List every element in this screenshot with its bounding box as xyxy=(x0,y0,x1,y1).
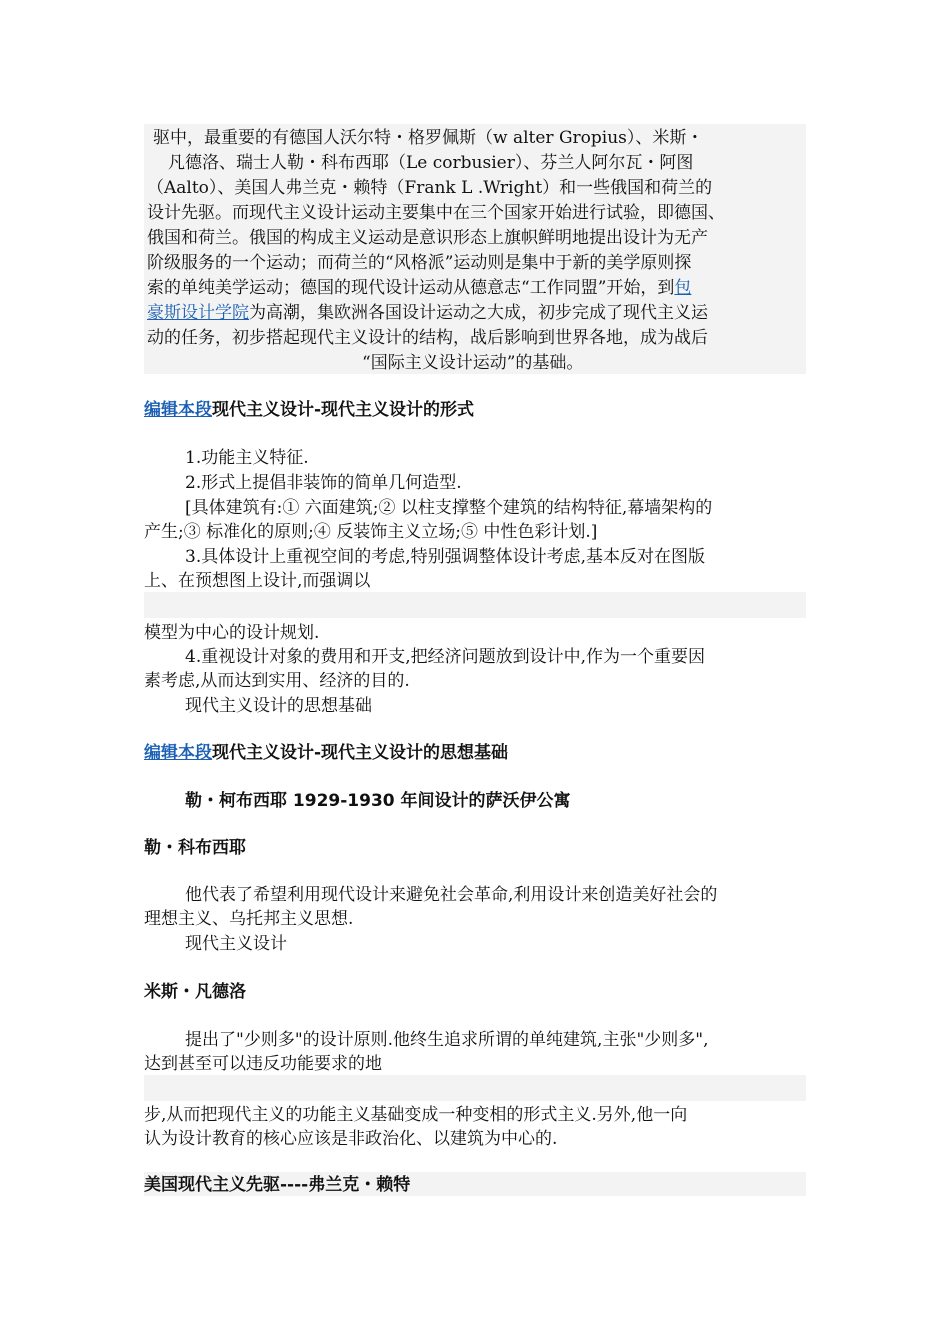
bauhaus-link-part1[interactable]: 包 xyxy=(674,278,692,298)
sub2-line-2: 达到甚至可以违反功能要求的地 xyxy=(144,1054,382,1074)
intro-line-7-text: 索的单纯美学运动；德国的现代设计运动从德意志“工作同盟”开始，到 xyxy=(147,278,675,298)
sub2-line-4: 认为设计教育的核心应该是非政治化、以建筑为中心的. xyxy=(144,1129,558,1149)
section1-heading xyxy=(144,398,950,422)
section1-title: 现代主义设计-现代主义设计的形式 xyxy=(212,400,475,420)
bauhaus-link-part2[interactable]: 豪斯设计学院 xyxy=(147,303,249,323)
sub1-line-2: 理想主义、乌托邦主义思想. xyxy=(144,909,354,929)
sub2-line-3: 步,从而把现代主义的功能主义基础变成一种变相的形式主义.另外,他一向 xyxy=(144,1105,688,1125)
intro-line-3: （Aalto）、美国人弗兰克・赖特（Frank L .Wright）和一些俄国和荷兰的 xyxy=(147,178,713,198)
section1-line-6: 上、在预想图上设计,而强调以 xyxy=(144,571,371,591)
intro-line-8 xyxy=(147,301,950,325)
intro-line-1: 驱中，最重要的有德国人沃尔特・格罗佩斯（w alter Gropius）、米斯・ xyxy=(153,128,704,148)
gap-shade-1 xyxy=(144,592,806,618)
intro-line-9: 动的任务，初步搭起现代主义设计的结构，战后影响到世界各地，成为战后 xyxy=(147,328,708,348)
intro-line-8-text: 为高潮，集欧洲各国设计运动之大成，初步完成了现代主义运 xyxy=(249,303,708,323)
section1-line-2: 2.形式上提倡非装饰的简单几何造型. xyxy=(185,473,462,493)
sub1-line-1: 他代表了希望利用现代设计来避免社会革命,利用设计来创造美好社会的 xyxy=(185,885,718,905)
image-caption: 勒・柯布西耶 1929-1930 年间设计的萨沃伊公寓 xyxy=(185,791,571,811)
section1-line-9: 素考虑,从而达到实用、经济的目的. xyxy=(144,671,410,691)
intro-line-7 xyxy=(147,276,950,300)
section1-edit-link[interactable]: 编辑本段 xyxy=(144,400,212,420)
section1-line-8: 4.重视设计对象的费用和开支,把经济问题放到设计中,作为一个重要因 xyxy=(185,647,706,667)
subheading-wright: 美国现代主义先驱----弗兰克・赖特 xyxy=(144,1175,411,1195)
gap-shade-2 xyxy=(144,1075,806,1101)
section2-heading xyxy=(144,741,950,765)
section1-line-1: 1.功能主义特征. xyxy=(185,448,309,468)
intro-line-10: “国际主义设计运动”的基础。 xyxy=(362,353,584,373)
intro-line-6: 阶级服务的一个运动；而荷兰的“风格派”运动则是集中于新的美学原则探 xyxy=(147,253,692,273)
intro-line-2: 凡德洛、瑞士人勒・科布西耶（Le corbusier）、芬兰人阿尔瓦・阿图 xyxy=(168,153,694,173)
section1-line-3: [具体建筑有:① 六面建筑;② 以柱支撑整个建筑的结构特征,幕墙架构的 xyxy=(185,498,713,518)
sub2-line-1: 提出了"少则多"的设计原则.他终生追求所谓的单纯建筑,主张"少则多", xyxy=(185,1030,709,1050)
intro-line-4: 设计先驱。而现代主义设计运动主要集中在三个国家开始进行试验，即德国、 xyxy=(147,203,725,223)
section1-line-10: 现代主义设计的思想基础 xyxy=(185,696,372,716)
intro-line-5: 俄国和荷兰。俄国的构成主义运动是意识形态上旗帜鲜明地提出设计为无产 xyxy=(147,228,708,248)
section1-line-7: 模型为中心的设计规划. xyxy=(144,623,320,643)
section2-title: 现代主义设计-现代主义设计的思想基础 xyxy=(212,743,509,763)
section2-edit-link[interactable]: 编辑本段 xyxy=(144,743,212,763)
subheading-le-corbusier: 勒・科布西耶 xyxy=(144,838,246,858)
section1-line-5: 3.具体设计上重视空间的考虑,特别强调整体设计考虑,基本反对在图版 xyxy=(185,547,706,567)
subheading-mies: 米斯・凡德洛 xyxy=(144,982,246,1002)
sub1-line-3: 现代主义设计 xyxy=(185,934,287,954)
section1-line-4: 产生;③ 标准化的原则;④ 反装饰主义立场;⑤ 中性色彩计划.] xyxy=(144,522,598,542)
